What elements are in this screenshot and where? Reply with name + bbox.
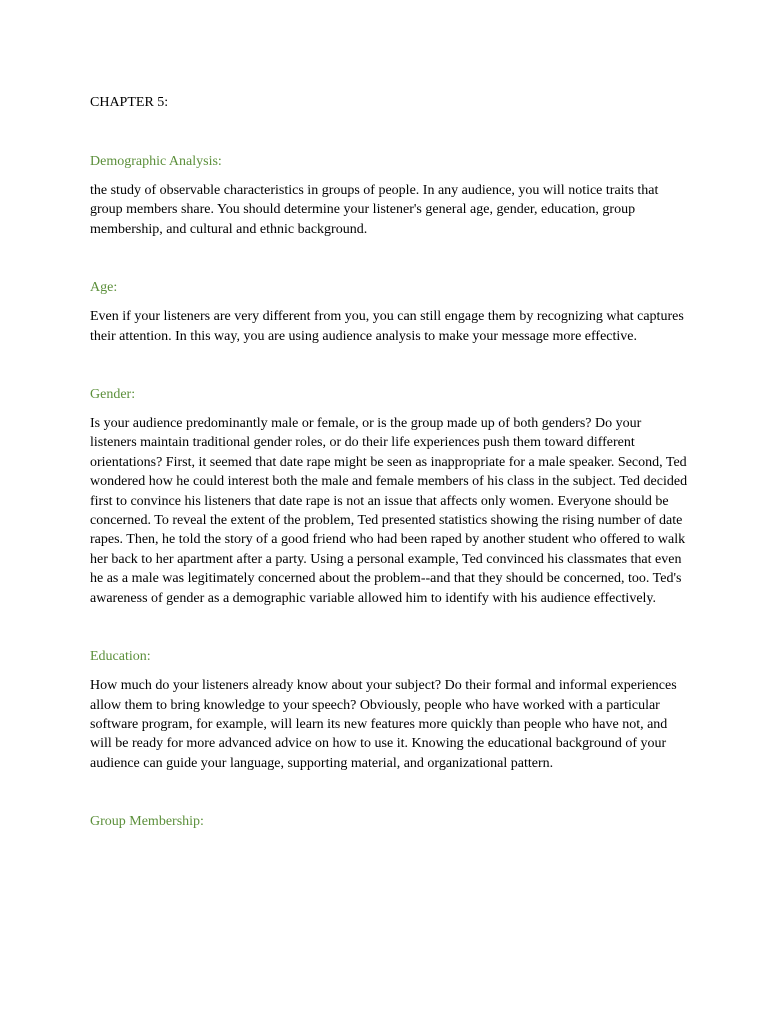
section-heading-group-membership: Group Membership: [90,814,204,830]
section-heading-education: Education: [90,649,151,665]
section-heading-demographic-analysis: Demographic Analysis: [90,154,222,169]
section-body-gender: Is your audience predominantly male or female, or is the group made up of both genders? Do your listeners maintain traditional gender roles, or do their life experiences push them toward different orientations? First, it seemed that date rape might be seen as inappropriate for a male speaker. Second, Ted wondered how he could interest both the male and female members of his class in the subject. Ted decided first to convince his listeners that date rape is not an issue that affects only women. Everyone should be concerned. To reveal the extent of the problem, Ted presented statistics showing the rising number of date rapes. Then, he told the story of a good friend who had been raped by another student who offered to walk her back to her apartment after a party. Using a personal example, Ted convinced his classmates that even he as a male was legitimately concerned about the problem--and that they should be concerned, too. Ted's awareness of gender as a demographic variable allowed him to identify with his audience effectively. [90,416,688,606]
document-page [90,93,690,831]
section-body-demographic-analysis: the study of observable characteristics in groups of people. In any audience, you will notice traits that group members share. You should determine your listener's general age, gender, education, group membership, and cultural and ethnic background. [90,183,659,237]
section-body-education: How much do your listeners already know about your subject? Do their formal and informal experiences allow them to bring knowledge to your speech? Obviously, people who have worked with a particular software program, for example, will learn its new features more quickly than people who have not, and will be ready for more advanced advice on how to use it. Knowing the educational background of your audience can guide your language, supporting material, and organizational pattern. [90,678,677,771]
section-heading-gender: Gender: [90,387,136,403]
chapter-title: CHAPTER 5: [90,95,169,110]
section-body-age: Even if your listeners are very different from you, you can still engage them by recognizing what captures their attention. In this way, you are using audience analysis to make your message more effective. [90,309,684,344]
section-heading-age: Age: [90,280,118,296]
